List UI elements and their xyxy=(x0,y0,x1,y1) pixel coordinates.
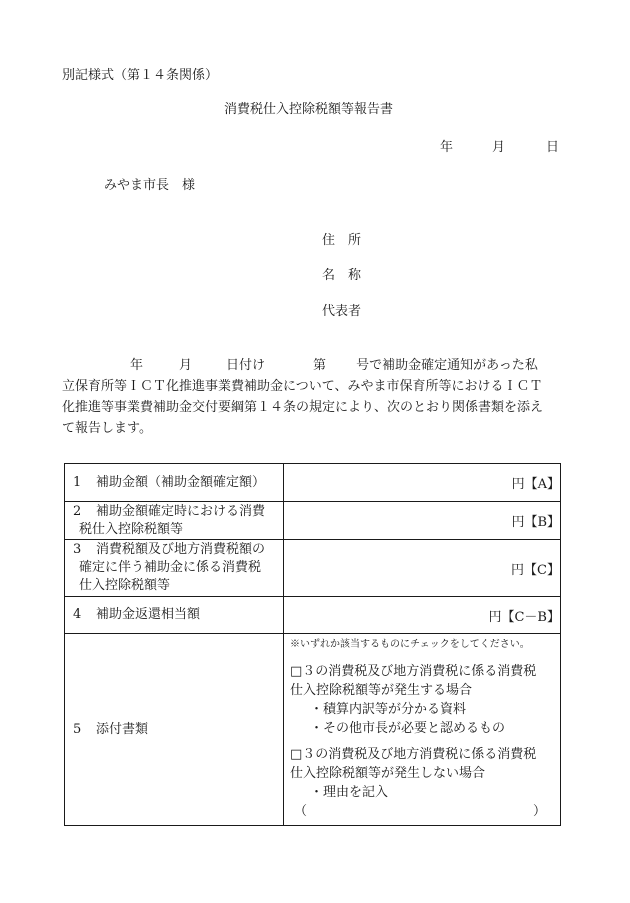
report-table xyxy=(64,463,561,826)
row-label-cell xyxy=(65,540,284,597)
row-number: 2 xyxy=(73,503,82,519)
date-year-label: 年 xyxy=(440,140,454,155)
row-label-line: 消費税額及び地方消費税額の xyxy=(96,542,266,557)
row-label-cell xyxy=(65,597,284,634)
option-occurs-item: ・その他市長が必要と認めるもの xyxy=(310,721,506,736)
row-label-line: 仕入控除税額等 xyxy=(79,578,171,593)
row-label-cell xyxy=(65,464,284,502)
recipient: みやま市長 様 xyxy=(104,178,196,193)
attachment-option-not-occurs[interactable] xyxy=(290,745,554,821)
document-title: 消費税仕入控除税額等報告書 xyxy=(224,102,394,117)
option-not-occurs-line-1: □３の消費税及び地方消費税に係る消費税 xyxy=(290,747,537,762)
row-label-line: 税仕入控除税額等 xyxy=(79,521,184,537)
body-date-suffix: 日付け xyxy=(226,358,266,373)
date-month-label: 月 xyxy=(492,140,506,155)
row-label-line: 補助金額確定時における消費 xyxy=(96,503,266,519)
reason-paren-open: （ xyxy=(294,804,308,819)
table-row xyxy=(65,597,561,634)
table-row xyxy=(65,502,561,540)
reason-entry-field[interactable] xyxy=(290,802,554,821)
attachments-note: ※いずれか該当するものにチェックをしてください。 xyxy=(290,639,530,650)
row-label-cell xyxy=(65,634,284,826)
form-label: 別記様式（第１４条関係） xyxy=(62,68,219,83)
row-number: 5 xyxy=(73,721,82,737)
amount-cell[interactable]: 円【A】 xyxy=(284,464,561,502)
option-occurs-item: ・積算内訳等が分かる資料 xyxy=(310,702,467,717)
option-not-occurs-item: ・理由を記入 xyxy=(310,785,389,800)
body-month: 月 xyxy=(179,358,193,373)
attachment-option-occurs[interactable] xyxy=(290,662,554,738)
body-dai: 第 xyxy=(313,358,327,373)
body-line-1 xyxy=(62,354,562,373)
row-number: 1 xyxy=(73,474,82,490)
row-label-line: 補助金額（補助金額確定額） xyxy=(96,474,266,490)
reason-paren-close: ） xyxy=(532,804,546,819)
date-day-label: 日 xyxy=(546,140,560,155)
address-label: 住 所 xyxy=(322,233,362,248)
body-line-2: 立保育所等ＩＣＴ化推進事業費補助金について、みやま市保育所等におけるＩＣＴ xyxy=(62,379,543,394)
representative-label: 代表者 xyxy=(322,304,362,319)
body-line-4: て報告します。 xyxy=(62,421,152,436)
option-not-occurs-line-2: 仕入控除税額等が発生しない場合 xyxy=(290,766,486,781)
row-number: 3 xyxy=(73,542,82,557)
row-label-line: 確定に伴う補助金に係る消費税 xyxy=(79,560,262,575)
row-label-cell xyxy=(65,502,284,540)
amount-cell[interactable]: 円【C－B】 xyxy=(284,597,561,634)
table-row xyxy=(65,540,561,597)
body-line-3: 化推進等事業費補助金交付要綱第１４条の規定により、次のとおり関係書類を添え xyxy=(62,400,544,415)
amount-cell[interactable]: 円【C】 xyxy=(284,540,561,597)
body-line-1-rest: 号で補助金確定通知があった私 xyxy=(356,358,538,373)
row-label-line: 補助金返還相当額 xyxy=(96,607,201,622)
table-row xyxy=(65,464,561,502)
option-occurs-line-1: □３の消費税及び地方消費税に係る消費税 xyxy=(290,664,537,679)
amount-cell[interactable]: 円【B】 xyxy=(284,502,561,540)
body-year: 年 xyxy=(130,358,144,373)
option-occurs-line-2: 仕入控除税額等が発生する場合 xyxy=(290,683,473,698)
name-label: 名 称 xyxy=(322,268,362,283)
row-label-line: 添付書類 xyxy=(96,721,149,737)
attachments-cell xyxy=(284,634,561,826)
table-row xyxy=(65,634,561,826)
row-number: 4 xyxy=(73,607,82,622)
